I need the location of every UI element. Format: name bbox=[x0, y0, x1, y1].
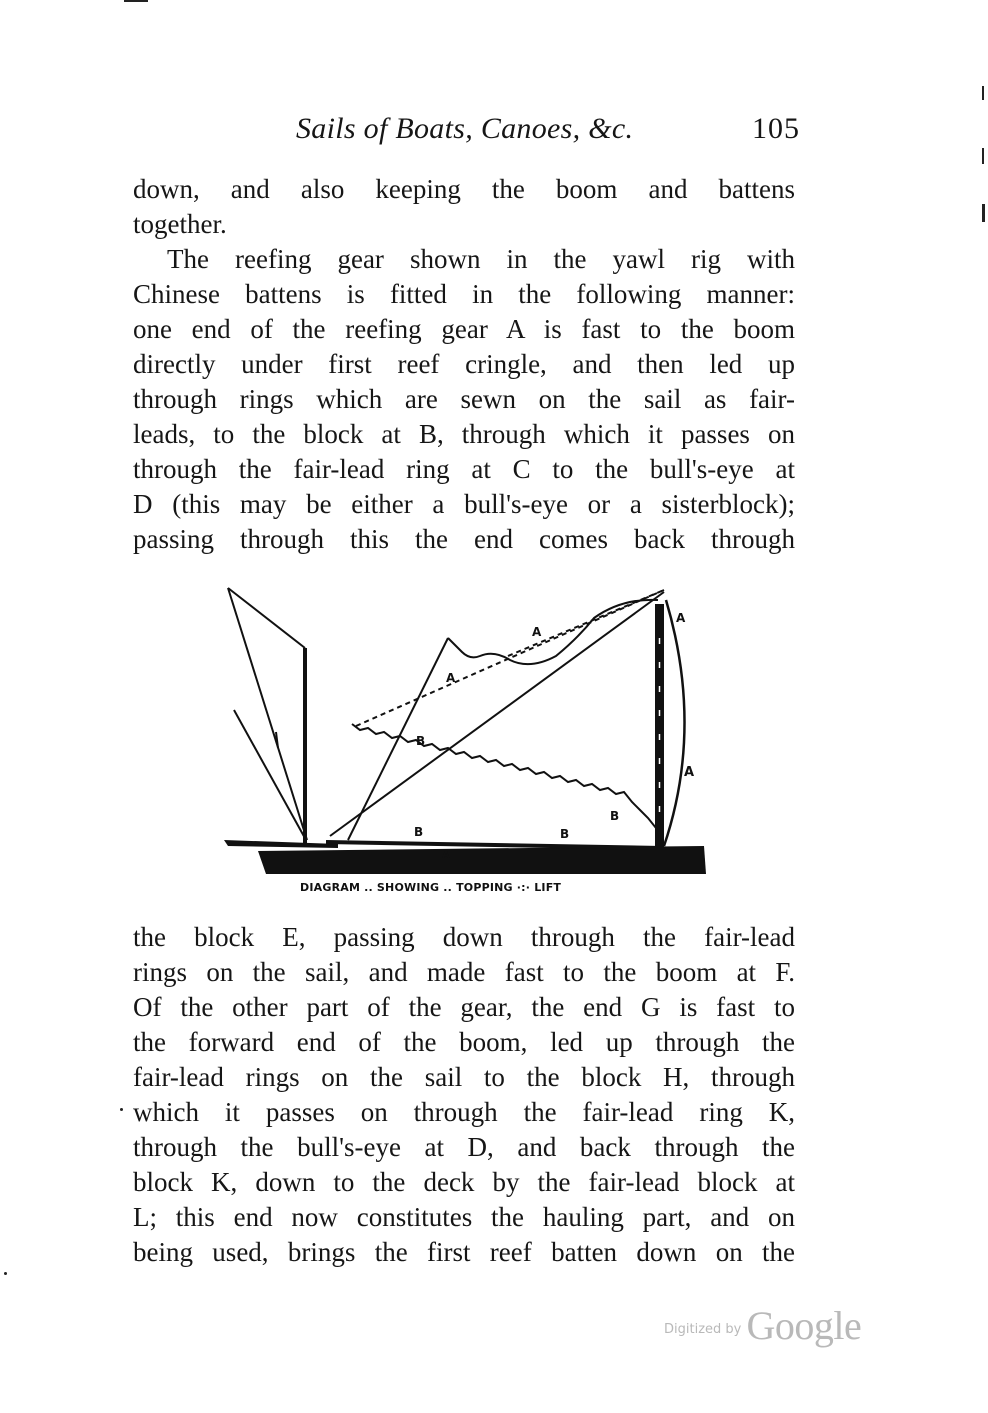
label-b-boom-right: B bbox=[560, 827, 570, 841]
text-line: the block E, passing down through the fair-lead bbox=[133, 922, 795, 952]
label-b-boom-left: B bbox=[414, 825, 424, 839]
text-line: block K, down to the deck by the fair-lead block at bbox=[133, 1167, 795, 1197]
figure-caption: DIAGRAM .. SHOWING .. TOPPING ·:· LIFT bbox=[300, 881, 562, 894]
mizzen-stay-lower bbox=[234, 710, 306, 840]
text-line: down, and also keeping the boom and battens bbox=[133, 174, 795, 204]
text-line: fair-lead rings on the sail to the block H, through bbox=[133, 1062, 795, 1092]
rigging-diagram-svg bbox=[218, 578, 718, 878]
sail-leech bbox=[448, 600, 658, 664]
label-a-mid: A bbox=[446, 671, 456, 685]
scan-edge-mark bbox=[982, 148, 984, 164]
label-a-top: A bbox=[532, 625, 542, 639]
mizzen-line-short bbox=[276, 732, 278, 748]
mizzen-stay-long bbox=[228, 588, 307, 840]
text-line: L; this end now constitutes the hauling part, and on bbox=[133, 1202, 795, 1232]
text-line: directly under first reef cringle, and then led up bbox=[133, 349, 795, 379]
text-line: Of the other part of the gear, the end G is fast to bbox=[133, 992, 795, 1022]
text-line: The reefing gear shown in the yawl rig with bbox=[167, 244, 795, 274]
text-line: together. bbox=[133, 209, 227, 239]
text-line: D (this may be either a bull's-eye or a sisterblock); bbox=[133, 489, 795, 519]
body-text-top bbox=[133, 172, 795, 557]
topping-lift bbox=[664, 600, 685, 846]
rigging-diagram bbox=[218, 578, 718, 908]
running-title: Sails of Boats, Canoes, &c. bbox=[296, 112, 634, 145]
text-line: through rings which are sewn on the sail as fair- bbox=[133, 384, 795, 414]
bowsprit bbox=[224, 840, 338, 848]
label-b-center: B bbox=[416, 734, 426, 748]
page-number: 105 bbox=[752, 112, 800, 145]
label-b-lower-right: B bbox=[610, 809, 620, 823]
body-text-bottom bbox=[133, 920, 795, 1270]
text-line: being used, brings the first reef batten down on the bbox=[133, 1237, 795, 1267]
text-line: the forward end of the boom, led up through the bbox=[133, 1027, 795, 1057]
text-line: passing through this the end comes back through bbox=[133, 524, 795, 554]
text-line: through the fair-lead ring at C to the bull's-eye at bbox=[133, 454, 795, 484]
label-a-right: A bbox=[684, 765, 695, 780]
text-line: leads, to the block at B, through which it passes on bbox=[133, 419, 795, 449]
text-line: through the bull's-eye at D, and back through the bbox=[133, 1132, 795, 1162]
scan-edge-mark bbox=[124, 0, 148, 2]
scan-edge-mark bbox=[4, 1272, 7, 1275]
text-line: rings on the sail, and made fast to the boom at F. bbox=[133, 957, 795, 987]
text-line: which it passes on through the fair-lead ring K, bbox=[133, 1097, 795, 1127]
watermark-brand: Google bbox=[746, 1303, 862, 1348]
digitized-watermark bbox=[664, 1302, 861, 1349]
mizzen-stay-upper bbox=[228, 588, 305, 648]
watermark-prefix: Digitized by bbox=[664, 1322, 742, 1337]
label-a-right-top: A bbox=[676, 611, 686, 625]
scan-edge-mark bbox=[982, 204, 985, 222]
scan-edge-mark bbox=[120, 1108, 123, 1111]
text-line: one end of the reefing gear A is fast to the boom bbox=[133, 314, 795, 344]
hull bbox=[258, 846, 706, 874]
gaff bbox=[330, 592, 664, 836]
luff-line bbox=[348, 638, 448, 840]
scan-edge-mark bbox=[982, 86, 984, 100]
label-a-bottom: A bbox=[442, 850, 450, 861]
text-line: Chinese battens is fitted in the following manner: bbox=[133, 279, 795, 309]
boom bbox=[326, 842, 662, 848]
